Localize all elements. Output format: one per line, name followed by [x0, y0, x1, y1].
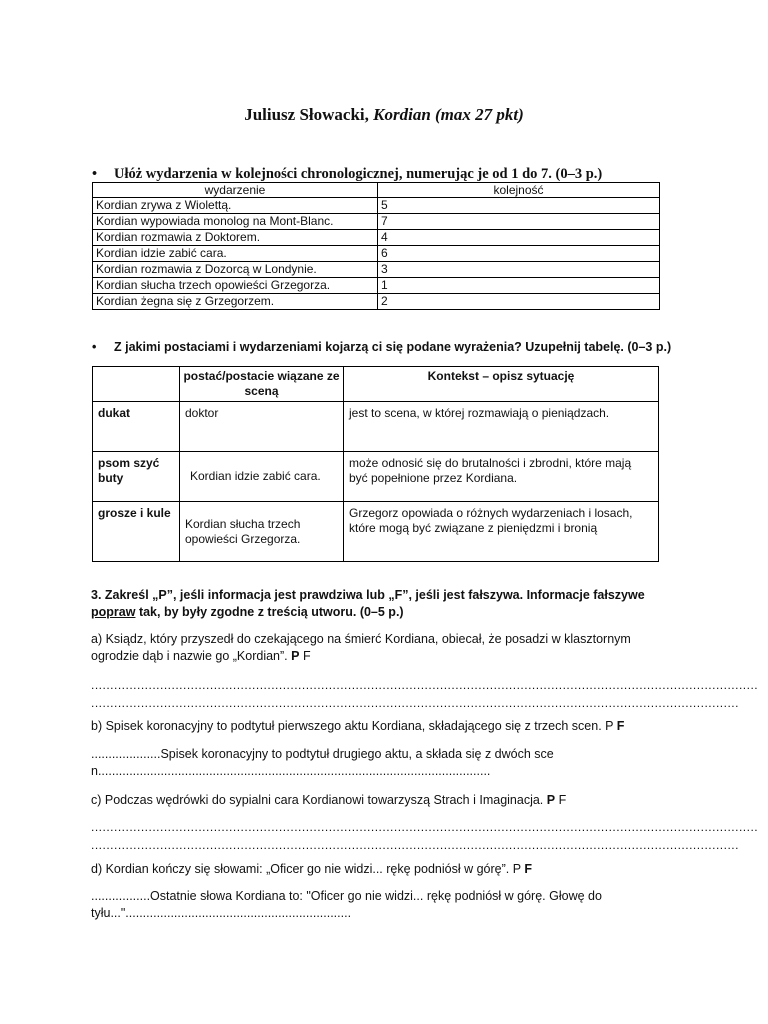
phrase-cell: dukat	[93, 402, 180, 452]
context-table	[92, 366, 659, 562]
table-row	[93, 198, 660, 214]
character-cell[interactable]	[180, 452, 344, 502]
answer-b[interactable]: ....................Spisek koronacyjny to podtytuł drugiego aktu, a składa się z dwóch scen.................................................................................................................	[91, 747, 554, 778]
chronology-table	[92, 182, 660, 310]
table-header-row	[93, 183, 660, 198]
page-title	[0, 105, 768, 125]
q2-heading	[92, 340, 671, 354]
order-cell[interactable]: 2	[378, 294, 660, 310]
order-cell[interactable]: 5	[378, 198, 660, 214]
table-row	[93, 502, 659, 562]
q2-instruction: Z jakimi postaciami i wydarzeniami kojarzą ci się podane wyrażenia? Uzupełnij tabelę. (0–3 p.)	[114, 340, 672, 354]
table-row	[93, 452, 659, 502]
true-option[interactable]: P	[512, 862, 521, 876]
phrase-cell: psom szyć buty	[93, 452, 180, 502]
false-option[interactable]: F	[558, 793, 567, 807]
false-option[interactable]: F	[616, 719, 625, 733]
event-cell: Kordian słucha trzech opowieści Grzegorza.	[93, 278, 378, 294]
q3-item-b	[91, 718, 681, 735]
header-order: kolejność	[378, 183, 660, 198]
false-option[interactable]: F	[524, 862, 532, 876]
event-cell: Kordian idzie zabić cara.	[93, 246, 378, 262]
context-cell[interactable]: jest to scena, w której rozmawiają o pieniądzach.	[344, 402, 659, 452]
order-cell[interactable]: 4	[378, 230, 660, 246]
event-cell: Kordian wypowiada monolog na Mont-Blanc.	[93, 214, 378, 230]
table-row	[93, 294, 660, 310]
q3-item-a	[91, 631, 681, 665]
title-author: Juliusz Słowacki,	[244, 105, 369, 124]
character-cell[interactable]: doktor	[180, 402, 344, 452]
table-row	[93, 230, 660, 246]
true-option[interactable]: P	[546, 793, 556, 807]
statement-text: c) Podczas wędrówki do sypialni cara Kordianowi towarzyszą Strach i Imaginacja.	[91, 793, 544, 807]
table-row	[93, 402, 659, 452]
true-option[interactable]: P	[291, 649, 300, 663]
answer-line[interactable]: ..............................................................................................................................................................................	[91, 820, 759, 834]
order-cell[interactable]: 1	[378, 278, 660, 294]
bullet-icon: •	[92, 166, 98, 182]
statement-text: a) Ksiądz, który przyszedł do czekającego na śmierć Kordiana, obiecał, że posadzi w klasztornym ogrodzie dąb i nazwie go „Kordian”.	[91, 632, 631, 663]
event-cell: Kordian rozmawia z Dozorcą w Londynie.	[93, 262, 378, 278]
answer-d[interactable]: .................Ostatnie słowa Kordiana to: "Oficer go nie widzi... rękę podniósł w górę. Głowę do tyłu...".................................................................	[91, 889, 602, 920]
table-row	[93, 214, 660, 230]
event-cell: Kordian żegna się z Grzegorzem.	[93, 294, 378, 310]
order-cell[interactable]: 3	[378, 262, 660, 278]
title-work: Kordian (max 27 pkt)	[373, 105, 524, 124]
order-cell[interactable]: 7	[378, 214, 660, 230]
header-event: wydarzenie	[93, 183, 378, 198]
header-character: postać/postacie wiązane ze sceną	[180, 367, 344, 402]
header-context: Kontekst – opisz sytuację	[344, 367, 659, 402]
character-text: Kordian idzie zabić cara.	[190, 469, 321, 483]
context-cell[interactable]: może odnosić się do brutalności i zbrodni, które mają być popełnione przez Kordiana.	[344, 452, 659, 502]
phrase-cell: grosze i kule	[93, 502, 180, 562]
order-cell[interactable]: 6	[378, 246, 660, 262]
statement-text: b) Spisek koronacyjny to podtytuł pierwszego aktu Kordiana, składającego się z trzech scen.	[91, 719, 602, 733]
table-row	[93, 246, 660, 262]
character-cell[interactable]	[180, 502, 344, 562]
q3-item-d	[91, 861, 681, 878]
bullet-icon: •	[92, 340, 97, 354]
statement-text: d) Kordian kończy się słowami: „Oficer go nie widzi... rękę podniósł w górę”.	[91, 862, 510, 876]
event-cell: Kordian zrywa z Wiolettą.	[93, 198, 378, 214]
q3-instruction-start: 3. Zakreśl „P”, jeśli informacja jest prawdziwa lub „F”, jeśli jest fałszywa. Informacje fałszywe	[91, 588, 645, 602]
true-option[interactable]: P	[605, 719, 614, 733]
q3-instruction-end: tak, by były zgodne z treścią utworu. (0–5 p.)	[138, 605, 404, 619]
q1-heading	[92, 166, 602, 183]
table-header-row	[93, 367, 659, 402]
table-row	[93, 262, 660, 278]
q3-instruction-underlined: popraw	[91, 605, 136, 619]
table-row	[93, 278, 660, 294]
q3-item-c	[91, 792, 681, 809]
answer-line[interactable]: .........................................................................................................................................................................	[91, 696, 739, 710]
q3-instruction	[91, 587, 681, 621]
answer-line[interactable]: .........................................................................................................................................................................	[91, 838, 739, 852]
character-text: Kordian słucha trzech opowieści Grzegorza.	[185, 516, 301, 546]
event-cell: Kordian rozmawia z Doktorem.	[93, 230, 378, 246]
false-option[interactable]: F	[302, 649, 311, 663]
q1-instruction: Ułóż wydarzenia w kolejności chronologicznej, numerując je od 1 do 7. (0–3 p.)	[114, 166, 603, 182]
answer-line[interactable]: ..............................................................................................................................................................................	[91, 678, 759, 692]
context-cell[interactable]: Grzegorz opowiada o różnych wydarzeniach i losach, które mogą być związane z pieniędzmi i bronią	[344, 502, 659, 562]
header-phrase	[93, 367, 180, 402]
